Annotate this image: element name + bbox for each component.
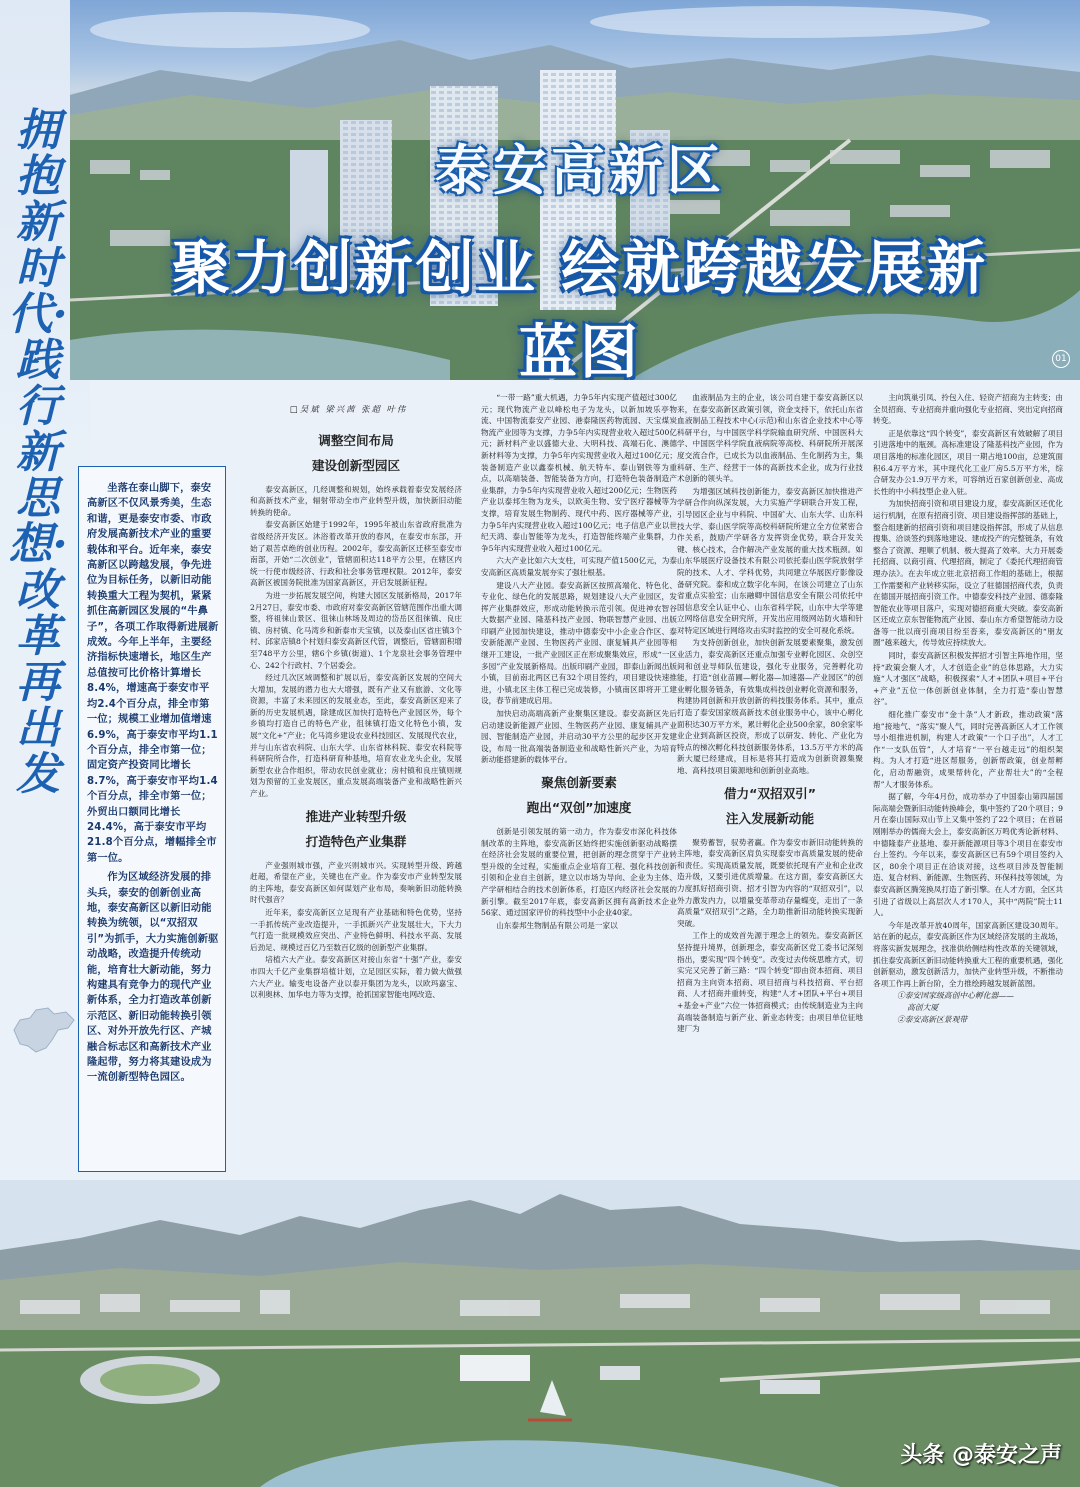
shandong-map-icon (10, 1000, 76, 1058)
photo-caption: ②泰安高新区景观带 (897, 1015, 968, 1025)
article-paragraph: 产业强则城市强，产业兴则城市兴。实现转型升级、跨越赶超，希望在产业，关键也在产业。作为泰安市产业转型发展的主阵地，泰安高新区如何谋划产业布局，奏响新旧动能转换时代强音？ (250, 860, 462, 905)
article-paragraph: 六大产业比如六大支柱，可实现产值1500亿元，为泰安高新区高质量发展夯实了强壮根基。 (481, 556, 677, 577)
article-column-4 (873, 392, 1063, 1026)
summary-box (78, 466, 226, 1172)
section-heading (481, 774, 677, 816)
section-heading-line: 推进产业转型升级 (305, 808, 407, 824)
bottom-photo (0, 1180, 1080, 1487)
article-column-1 (250, 404, 462, 1001)
article-paragraph: 聚势蓄智，驭势者赢。作为泰安市新旧动能转换的主阵地，泰安高新区肩负实现泰安市高质量发展的使命和责任。实现高质量发展，既要依托现有产业和企业改造升级，又要引进优质增量。在这方面，泰安高新区大力度抓好招商引资、招才引智为内容的“双招双引”，以外力激发内力，以增量变革带动存量蝶变，走出了一条高质量“双招双引”之路，全力助推新旧动能转换实现新突破。 (677, 837, 863, 928)
article-paragraph: 山东泰邦生物制品有限公司是一家以 (496, 920, 618, 930)
article-paragraph: 创新是引领发展的第一动力，作为泰安市深化科技体制改革的主阵地，泰安高新区始终把实施创新驱动战略摆在经济社会发展的重要位置，把创新的理念贯穿于产业转型升级的全过程，实施重点企业培育工程、强化科技创新引领和企业自主创新，建立以市场为导向、企业为主体、产学研相结合的技术创新体系，打造区内经济社会发展的新引擎。截至2017年底，泰安高新区拥有高新技术企业56家、通过国家评价的科技型中小企业40家。 (481, 827, 677, 918)
article-paragraph: 同时，泰安高新区积极发挥招才引智主阵地作用，坚持“政策会聚人才，人才创造企业”的总体思路，大力实施“人才强区”战略，积极探索“人才+团队+项目+平台+产业”五位一体创新创业体制，全力打造“泰山智慧谷”。 (873, 651, 1063, 707)
article-paragraph: 泰安高新区始建于1992年，1995年被山东省政府批准为省级经济开发区。沐浴着改革开放的春风，在泰安市东部，开始了艰苦卓绝的创业历程。2002年，泰安高新区迁移至泰安市南部，开始“二次创业”，管辖面积达118平方公里，在辖区内统一行使市级经济、行政和社会事务管理权限。2012年，泰安高新区被国务院批准为国家高新区，开启发展新征程。 (250, 520, 462, 588)
summary-paragraph: 作为区域经济发展的排头兵，泰安的创新创业高地，泰安高新区以新旧动能转换为统领，以“双招双引”为抓手，大力实施创新驱动战略，改造提升传统动能，培育壮大新动能，努力构建具有竞争力的现代产业新体系，全力打造改革创新示范区、新旧动能转换引领区、对外开放先行区、产城融合标志区和高新技术产业隆起带，努力将其建设成为一流创新型特色园区。 (87, 872, 219, 1084)
hero-photo (70, 0, 1080, 380)
article-paragraph: “一带一路”重大机遇，力争5年内实现产值超过300亿元；现代物流产业以峰松电子为龙头，以新加坡乐亭物流、中国物流泰安产业园、港泰隆医药物流园、天宝煤炭物流产业园等为支撑，力争5年内实现营业收入超过500亿元；新材料产业以盛德大业、大明科技、高端石化、澳德新材料等为支撑，力争5年内实现营业收入超过100亿元；装备制造产业以鑫泰机械、航天特车、泰山钢铁等为重点，以高端装备、智能装备为方向，打造特色装备制造产业集群，力争5年内实现营业收入超过200亿元；生物医药产业以泰邦生物为龙头，以欧美生物、安宁医疗器械等为支撑，培育发展生物制药、现代中药、医疗器械等产业，力争5年内实现营业收入超过100亿元；电子信息产业以世纪天鸿、泰山智能等为龙头，打造智能终端产业集群，力争5年内实现营业收入超过100亿元。 (481, 393, 677, 553)
article-paragraph: 为进一步拓展发展空间，构建大园区发展新格局，2017年2月27日，泰安市委、市政府对泰安高新区管辖范围作出重大调整，将祖徕山景区、徂徕山林场及周边的岱岳区徂徕镇、良庄镇、房村镇、化马湾乡和新泰市天宝镇，以及泰山区省庄镇3个村、邱家店镇8个村划归泰安高新区代管，调整后，管辖面积增至748平方公里，辖6个乡镇(街道)、1个龙泉社会事务管理中心、242个行政村、7个居委会。 (250, 590, 462, 670)
photo-caption: 高创大厦 (907, 1003, 939, 1013)
section-heading-line: 借力“双招双引” (723, 785, 817, 801)
article-paragraph: 据了解，今年4月份，成功举办了中国泰山第四届国际高端会暨新旧动能转换峰会，集中签约了20个项目；9月在泰山国际双山节上又集中签约了22个项目；在首届刚刚举办的儒商大会上，泰安高新区万鸣优秀论新材料、中德隆泰产业基地、泰开新能源项目等3个项目在泰安市台上签约。今年以来，泰安高新区已有59个项目签约入区，80余个项目正在洽谈对接，这些项目涉及智能制造、复合材料、新能源、生物医药、环保科技等领域，为泰安高新区腾笼换凤打造了新引擎。在人才方面，全区共引进了省级以上高层次人才170人，其中“两院”院士11人。 (873, 792, 1063, 918)
byline: □吴斌 梁兴茜 张超 叶伟 (290, 404, 408, 414)
article-paragraph: 正是依靠这“四个转变”，泰安高新区有效破解了项目引进落地中的瓶颈。高标准建设了隆基科技产业园，作为项目落地的标准化园区，项目一期占地100亩，总建筑面积6.4万平方米，其中现代化工业厂房5.5万平方米，综合研发办公1.9万平方米，可容纳近百家创新创业、高成长性的中小科技型企业入驻。 (873, 428, 1064, 496)
article-paragraph: 血液制品为主的企业，该公司自建于泰安高新区以来，在泰安高新区政策引领，资金支持下，依托山东省血液制品工程技术中心(示范)和山东省企业技术中心等科研平台，与中国医学科学院输血研究所、中国医科大学、中国医学科学院血液病院等高校、科研院所开展深度交流合作，已成长为以血液制品、生化制药为主，集科研、生产、经营于一体的高新技术企业，成为行业技术创新的领头羊。 (677, 393, 863, 484)
photo-caption: ①泰安国家级高创中心孵化器—— (897, 991, 1014, 1001)
section-heading-line: 调整空间布局 (318, 432, 394, 448)
section-heading-line: 打造特色产业集群 (305, 833, 407, 849)
hero-title (150, 128, 1010, 380)
article-paragraph: 为增强区域科技创新能力，泰安高新区加快推进产学研合作向纵深发展，大力实施产学研联合开发工程，引导园区企业与中科院、中国矿大、山东大学、山东科技大学、泰山医学院等高校科研院所建立全方位紧密合作关系，鼓励产学研各方发挥资金优势，联合开发关键、核心技术，合作解决产业发展的重大技术瓶颈。如山东华展医疗设备技术有限公司依托泰山医学院放射学院的技术、人才、学科优势，共同建立华展医疗影像设备研究院。泰和成立数字化车间，在该公司建立了山东省重点实验室；山东融卿中国信息安全有限公司依托中国信息安全认证中心、山东省科学院，山东中大学等建立网络信息安全研究所，开发出应用级网站防火墙和针对特定区域进行网络攻击实时监控的安全可视化系统。 (677, 486, 863, 635)
article-paragraph: 建设八大产业园。泰安高新区按照高端化、特色化、专业化、绿色化的发展思路，规划建设八大产业园区，发挥产业集群效应，形成动能转换示范引领。促进神农智谷大数据产业园、隆基科技产业园、物联智慧产业园、出版印刷产业园加快建设，推动中德泰安中小企业合作区、泰安新能源产业园、生物医药产业园、康复辅具产业园等相继开工建设，一批产业园区正在形成聚集效应，形成“一区多园”产业发展新格局。出版印刷产业园，即泰山新闻出版小镇，目前南北两区已有32个项目签约，项目建设快速推进，小镇北区主体工程已完成装修，小镇南区即将开工建设，春节前建成启用。 (481, 580, 677, 706)
article-paragraph: 为支持创新创业，加快创新发展要素聚集，激发创业活力，泰安高新区还重点加强专业孵化园区、众创空间和创业导师队伍建设，强化专业服务，完善孵化功能，打造“创业苗圃—孵化器—加速器—产业园区”的创业孵化服务链条，有效集成科技创业孵化资源和服务，构建协同创新和开放创新的科技服务体系。其中，重点打造了泰安国家级高新技术创业服务中心，该中心孵化面积达30万平方米，累计孵化企业500余家，80余家毕业企业到高新区投资，形成了以研发、转化、产业化为特点的梯次孵化科技创新服务体系，13.5万平方米的高新大厦已经建成，目标是将其打造成为创新资源集聚地、高科技项目策源地和创新创业高地。 (677, 638, 863, 775)
article-paragraph: 近年来，泰安高新区立足现有产业基础和特色优势，坚持一手抓传统产业改造提升，一手抓新兴产业发展壮大，下大力气打造一批规模效应突出、产业特色鲜明、科技水平高、发展后劲足、规模过百亿乃至数百亿级的创新型产业集群。 (250, 908, 462, 952)
article-paragraph: 今年是改革开放40周年，国家高新区建设30周年。站在新的起点，泰安高新区作为区域经济发展的主战场，将落实新发展理念，找准供给侧结构性改革的关键领域，抓住泰安高新区新旧动能转换重大工程的重要机遇，强化创新驱动，激发创新活力，加快产业转型升级，不断推动各项工作再上新台阶，全力推绘跨越发展新蓝图。 (873, 920, 1063, 988)
watermark: 头条 @泰安之声 (900, 1443, 1062, 1468)
section-heading (677, 785, 863, 827)
section-heading-line: 聚焦创新要素 (541, 775, 617, 790)
section-heading (250, 808, 462, 850)
slogan-text: 拥抱新时代·践行新思想·改革再出发 (8, 105, 68, 800)
hero-title-line1: 泰安高新区 (435, 139, 725, 202)
page-number: 01 (1052, 350, 1070, 368)
article-paragraph: 工作上的成效首先源于理念上的领先。泰安高新区坚持提升境界，创新理念，泰安高新区党工委书记深刻指出，要实现“四个转变”。改变过去传统思维方式，切实完又完善了新三路：“四个转变”即由资本招商、项目招商为主向资本招商、项目招商与科技招商、平台招商、人才招商并重转变，构建“人才+团队+平台+项目+基金+产业”六位一体招商模式；由传统制造业为主向高端装备制造与新产业、新业态转变；由项目单位征地建厂为 (677, 931, 863, 1034)
article-paragraph: 细化推广泰安市“金十条”人才新政，推动政策“落地”接地气、“落实”聚人气，同时完善高新区人才工作领导小组推进机制，构建人才政策“一个口子出”，人才工作“一支队伍管”，人才培育“一平台越走远”的组织架构。为人才打造“进区帮服务，创新帮政策，创业帮孵化，启动帮融资，成果帮转化，产业帮壮大”的“全程帮”人才服务体系。 (873, 710, 1063, 789)
hero-title-line2: 聚力创新创业 绘就跨越发展新蓝图 (171, 234, 989, 380)
article-column-3 (677, 392, 863, 1035)
section-heading (250, 432, 462, 474)
summary-paragraph: 坐落在泰山脚下，泰安高新区不仅风景秀美，生态和谐，更是泰安市委、市政府发展高新技术产业的重要载体和平台。近年来，泰安高新区以跨越发展，争先进位为目标任务，以新旧动能转换重大工程为契机，紧紧抓住高新园区发展的“牛鼻子”，各项工作取得新进展新成效。今年上半年，主要经济指标快速增长，地区生产总值按可比价格计算增长8.4%，增速高于泰安市平均2.4个百分点，排全市第一位；规模工业增加值增速6.9%，高于泰安市平均1.1个百分点，排全市第一位；固定资产投资同比增长8.7%，高于泰安市平均1.4个百分点，排全市第一位；外贸出口额同比增长24.4%，高于泰安市平均21.8个百分点，增幅排全市第一位。 (87, 483, 219, 864)
section-heading-line: 注入发展新动能 (725, 810, 815, 826)
article-column-2 (481, 392, 677, 931)
section-heading-line: 建设创新型园区 (311, 457, 401, 473)
article-paragraph: 加快启动高端高新产业聚集区建设。泰安高新区先后启动建设新能源产业园、生物医药产业园、康复辅具产业园、智能制造产业园，并启动30平方公里的起步区开发建设，布局一批高端装备制造业和战略性新兴产业，为培育新动能搭建新的载体平台。 (481, 709, 677, 765)
article-paragraph: 主向筑巢引凤、拎包入住、轻资产招商为主转变；由全员招商、专业招商并重向强化专业招商、突出定向招商转变。 (873, 393, 1063, 426)
article-paragraph: 泰安高新区，几经调整和规划，始终承载着泰安发展经济和高新技术产业，辐射带动全市产业转型升级，加快新旧动能转换的使命。 (250, 484, 462, 517)
article-paragraph: 经过几次区域调整和扩展以后，泰安高新区发展的空间大大增加，发展的潜力也大大增强，既有产业又有旅游、文化等资源，丰富了未来园区的发展业态，至此，泰安高新区迎来了新的历史发展机遇，除建成区加快打造特色产业园区外，每个乡镇均打造自己的特色产业，徂徕镇打造文化特色小镇，发展“文化+”产业；化马湾乡建设农业科技园区、发展现代农业，并与山东省农科院、山东大学、山东省林科院、泰安农科院等科研院所合作，打造科研育种基地，培育农业龙头企业，发展新型农业合作组织，带动农民创业就业；房村镇和良庄镇则规划为预留的工业发展区，重点发展高端装备产业和战略性新兴产业。 (250, 673, 462, 799)
section-heading-line: 跑出“双创”加速度 (526, 800, 632, 815)
article-paragraph: 为加快招商引资和项目建设力度，泰安高新区还优化运行机制，在原有招商引资、项目建设指挥部的基础上，整合组建新的招商引资和项目建设指挥部，形成了从信息搜集、洽谈签约到落地建设、建成投产的完整链条，有效整合了资源、理顺了机制、极大提高了效率。大力开展委托招商、以商引商、代理招商，制定了《委托代理招商管理办法》。在去年成立驻北京招商工作组的基础上，根据工作需要和产业转移实际，设立了驻德国招商代表，负责在德国开展招商引资工作。中德泰安科技产业园、德泰隆智能农业等项目落户，实现对德招商重大突破。泰安高新区还成立京东智能物流产业园、泰山东方希望智能动力设备等一批以商引商项目纷至沓来，泰安高新区的“朋友圈”越来越大，传导效应持续放大。 (873, 499, 1063, 648)
article-paragraph: 培植六大产业。泰安高新区对接山东省“十强”产业，泰安市四大千亿产业集群培植计划，立足园区实际，着力做大做强六大产业。输变电设备产业以泰开集团为龙头，以欧玛嘉宝、以利奥林、加华电力等为支撑，抢抓国家智能电网改造、 (250, 955, 462, 1000)
